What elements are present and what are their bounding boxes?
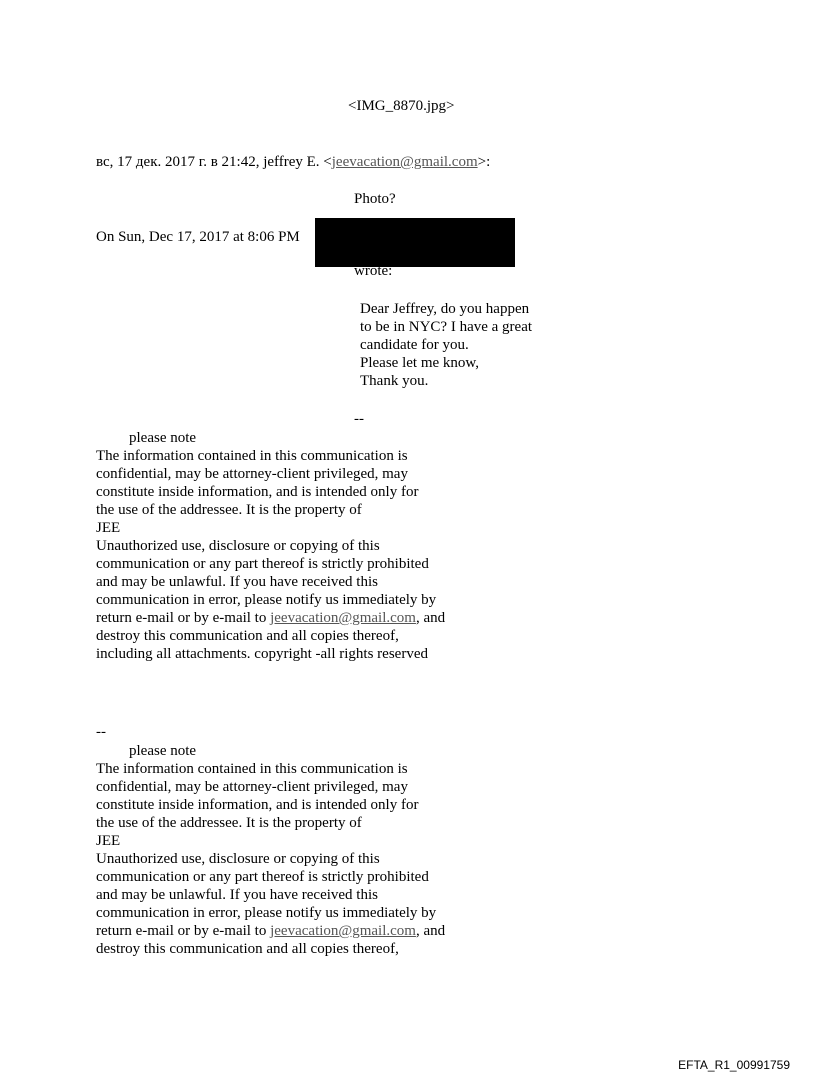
disclaimer-line: constitute inside information, and is intended only for [96, 797, 419, 813]
reply-header [96, 153, 490, 171]
quoted-body-line: to be in NYC? I have a great [360, 319, 533, 335]
disclaimer-email-line [96, 609, 445, 627]
disclaimer-line: destroy this communication and all copies thereof, [96, 628, 399, 644]
disclaimer-email-line [96, 922, 445, 940]
document-id-footer: EFTA_R1_00991759 [678, 1058, 790, 1072]
disclaimer-block-1 [96, 429, 445, 663]
disclaimer-line: the use of the addressee. It is the property of [96, 815, 362, 831]
disclaimer-line: and may be unlawful. If you have received this [96, 887, 378, 903]
quoted-body-line: candidate for you. [360, 337, 469, 353]
disclaimer-line: communication or any part thereof is strictly prohibited [96, 556, 429, 572]
disclaimer-line: including all attachments. copyright -all rights reserved [96, 646, 428, 662]
signature-separator: -- [96, 724, 106, 740]
quoted-header-suffix: wrote: [354, 263, 393, 279]
reply-header-suffix: >: [477, 154, 491, 170]
disclaimer-line: communication or any part thereof is strictly prohibited [96, 869, 429, 885]
disclaimer-line: the use of the addressee. It is the property of [96, 502, 362, 518]
disclaimer-line: JEE [96, 833, 121, 849]
attachment-filename: <IMG_8870.jpg> [348, 98, 455, 114]
disclaimer-line: JEE [96, 520, 121, 536]
disclaimer-line: communication in error, please notify us immediately by [96, 592, 437, 608]
disclaimer-line: communication in error, please notify us immediately by [96, 905, 437, 921]
disclaimer-line: The information contained in this communication is [96, 448, 408, 464]
reply-header-email-link[interactable]: jeevacation@gmail.com [331, 154, 478, 170]
disclaimer-email-link[interactable]: jeevacation@gmail.com [270, 923, 416, 939]
disclaimer-line: destroy this communication and all copies thereof, [96, 941, 399, 957]
quoted-signature-separator: -- [354, 411, 364, 427]
disclaimer-line: and may be unlawful. If you have received this [96, 574, 378, 590]
quoted-header-prefix: On Sun, Dec 17, 2017 at 8:06 PM [96, 229, 300, 245]
disclaimer-line: Unauthorized use, disclosure or copying of this [96, 851, 380, 867]
disclaimer-email-suffix: , and [415, 610, 446, 626]
disclaimer-line: confidential, may be attorney-client privileged, may [96, 779, 408, 795]
redaction-box [315, 218, 515, 267]
disclaimer-line: constitute inside information, and is intended only for [96, 484, 419, 500]
disclaimer-block-2 [96, 742, 445, 958]
reply-header-prefix: вс, 17 дек. 2017 г. в 21:42, jeffrey E. < [96, 154, 332, 170]
disclaimer-email-link[interactable]: jeevacation@gmail.com [270, 610, 416, 626]
photo-question: Photo? [354, 191, 396, 207]
quoted-message-body [360, 300, 532, 390]
disclaimer-note: please note [129, 743, 197, 759]
quoted-body-line: Dear Jeffrey, do you happen [360, 301, 530, 317]
disclaimer-line: confidential, may be attorney-client privileged, may [96, 466, 408, 482]
disclaimer-note: please note [129, 430, 197, 446]
disclaimer-email-prefix: return e-mail or by e-mail to [96, 923, 271, 939]
quoted-body-line: Thank you. [360, 373, 429, 389]
quoted-body-line: Please let me know, [360, 355, 479, 371]
disclaimer-line: The information contained in this communication is [96, 761, 408, 777]
disclaimer-email-suffix: , and [415, 923, 446, 939]
disclaimer-email-prefix: return e-mail or by e-mail to [96, 610, 271, 626]
disclaimer-line: Unauthorized use, disclosure or copying of this [96, 538, 380, 554]
